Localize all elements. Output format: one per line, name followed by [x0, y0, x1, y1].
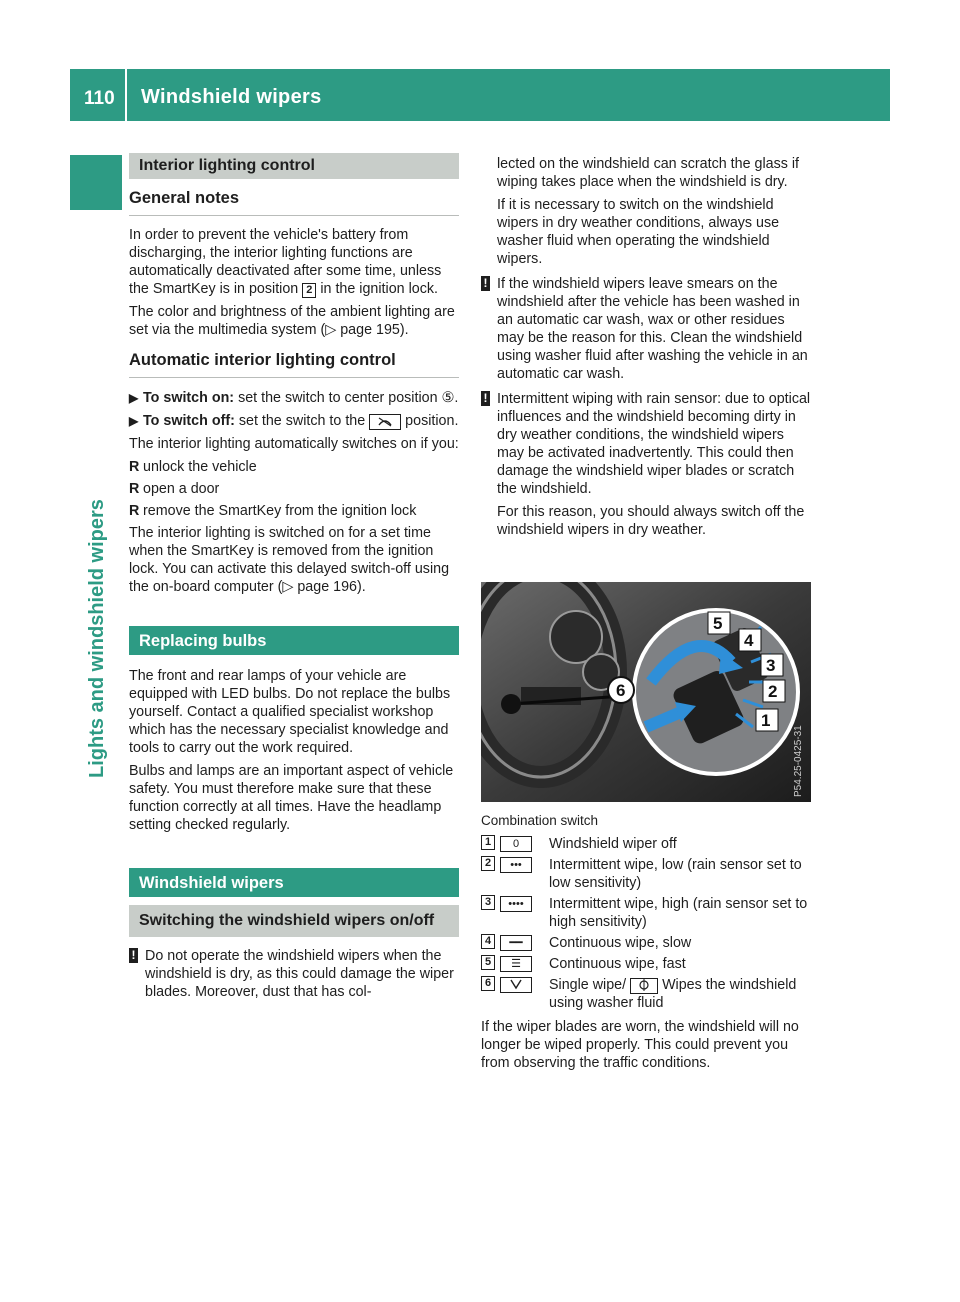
auto-intro: The interior lighting automatically switches on if you:: [129, 436, 459, 452]
intermittent-high-icon: ••••: [500, 896, 532, 912]
warning-icon: !: [129, 948, 138, 963]
legend-text: Continuous wipe, slow: [549, 935, 692, 951]
warning-note-rain-sensor: [481, 390, 811, 498]
page-number: 110: [84, 88, 115, 109]
legend-text: Continuous wipe, fast: [549, 956, 686, 972]
chapter-tab: [70, 155, 122, 210]
legend-text: Intermittent wipe, high (rain sensor set to high sensitivity): [549, 896, 808, 930]
legend-text: Single wipe/: [549, 977, 627, 993]
bullet-text: open a door: [143, 481, 220, 497]
legend-num: 5: [481, 955, 495, 970]
step-arrow-icon: ▶: [129, 414, 139, 428]
step2-bold: To switch off:: [143, 413, 235, 429]
section-bar-interior-lighting: Interior lighting control: [129, 153, 459, 179]
washer-fluid-icon: [630, 978, 658, 994]
legend-item-1: [481, 835, 811, 853]
continued-paragraph-2: If it is necessary to switch on the windshield wipers in dry weather conditions, always use washer fluid when operating the windshield wipers.: [497, 197, 780, 267]
continuous-slow-icon: ━━: [500, 935, 532, 951]
callout-2: 2: [768, 682, 778, 701]
bullet-item: [129, 458, 459, 476]
step2-end: position.: [405, 413, 459, 429]
general-notes-paragraph-2: The color and brightness of the ambient lighting are set via the multimedia system (▷ page 195).: [129, 304, 455, 338]
position-key-badge: 2: [302, 283, 316, 298]
section-bar-windshield-wipers: Windshield wipers: [129, 868, 459, 897]
step-switch-off: [129, 412, 459, 430]
warning-icon: !: [481, 391, 490, 406]
callout-6: 6: [616, 681, 626, 700]
section-bar-replacing-bulbs: Replacing bulbs: [129, 626, 459, 655]
step-arrow-icon: ▶: [129, 391, 139, 405]
legend-item-2: [481, 856, 811, 892]
bullet-icon: R: [129, 459, 140, 475]
heading-general-notes: General notes: [129, 189, 459, 216]
wiper-off-icon: 0: [500, 836, 532, 852]
bullet-text: unlock the vehicle: [143, 459, 257, 475]
general-notes-paragraph-1: [129, 226, 459, 298]
note2-text: If the windshield wipers leave smears on the windshield after the vehicle has been washed in an automatic car wash, wax or other residues may be the reason for this. Clean the windshield using washer fluid after washing the vehicle in an automatic car wash.: [497, 276, 808, 382]
general-p1-end: in the ignition lock.: [320, 281, 438, 297]
intermittent-low-icon: •••: [500, 857, 532, 873]
heading-automatic-lighting: Automatic interior lighting control: [129, 351, 459, 378]
step2-text: set the switch to the: [238, 413, 366, 429]
legend-item-4: [481, 934, 811, 952]
warning-note-smears: [481, 275, 811, 383]
note3-text: Intermittent wiping with rain sensor: due to optical influences and the windshield becoming dirty in dry weather conditions, the windshield wipers may be activated inadvertently. This could then damage the windshield wiper blades or scratch the windshield.: [497, 391, 811, 497]
photo-caption: Combination switch: [481, 813, 599, 828]
step-switch-on: [129, 389, 459, 407]
step1-bold: To switch on:: [143, 390, 235, 406]
callout-3: 3: [766, 656, 776, 675]
legend-block: [481, 812, 811, 1077]
final-paragraph: If the wiper blades are worn, the windshield will no longer be wiped properly. This could prevent you from observing the traffic conditions.: [481, 1019, 799, 1071]
legend-num: 4: [481, 934, 495, 949]
header-divider: [125, 69, 127, 121]
legend-num: 6: [481, 976, 495, 991]
bullet-icon: R: [129, 503, 140, 519]
legend-text: Intermittent wipe, low (rain sensor set to low sensitivity): [549, 857, 802, 891]
single-wipe-icon: [500, 977, 532, 993]
callout-4: 4: [744, 631, 754, 650]
section-bar-switching-wipers: Switching the windshield wipers on/off: [129, 905, 459, 937]
bullet-icon: R: [129, 481, 140, 497]
callout-1: 1: [761, 711, 771, 730]
auto-paragraph-2: The interior lighting is switched on for a set time when the SmartKey is removed from the ignition lock. You can activate this delayed switch-off using the on-board computer (▷ page 196).: [129, 525, 450, 595]
continued-paragraph-1: lected on the windshield can scratch the glass if wiping takes place when the windshield is dry.: [497, 156, 799, 190]
bullet-text: remove the SmartKey from the ignition lock: [143, 503, 417, 519]
bullet-item: [129, 502, 459, 520]
right-column: [481, 155, 811, 544]
legend-num: 1: [481, 835, 495, 850]
chapter-label: Lights and windshield wipers: [86, 499, 108, 778]
step1-text: set the switch to center position ⑤.: [238, 390, 459, 406]
replacing-paragraph-1: The front and rear lamps of your vehicle are equipped with LED bulbs. Do not replace the bulbs yourself. Contact a qualified specialist workshop which has the necessary specialist knowledge and tools to carry out the work required.: [129, 668, 451, 756]
note1-text: Do not operate the windshield wipers when the windshield is dry, as this could damage the wiper blades. Moreover, dust that has col-: [145, 948, 454, 1000]
photo-code: P54.25-0425-31: [793, 725, 804, 797]
legend-text: Windshield wiper off: [549, 836, 677, 852]
continuous-fast-icon: ☰: [500, 956, 532, 972]
legend-item-6: [481, 976, 811, 1012]
warning-icon: !: [481, 276, 490, 291]
general-p1-text: In order to prevent the vehicle's battery from discharging, the interior lighting functions are automatically deactivated after some time, unless the SmartKey is in position: [129, 227, 442, 297]
warning-note-dry: [129, 947, 459, 1001]
interior-light-off-icon: [369, 414, 401, 430]
page-title: Windshield wipers: [141, 86, 322, 108]
left-column: [129, 153, 459, 1006]
legend-num: 2: [481, 856, 495, 871]
rain-sensor-paragraph-2: For this reason, you should always switch off the windshield wipers in dry weather.: [497, 504, 805, 538]
bullet-item: [129, 480, 459, 498]
callout-5: 5: [713, 614, 723, 633]
legend-text-2: Wipes the windshield using washer fluid: [549, 977, 797, 1011]
combination-switch-photo: [481, 582, 811, 802]
legend-item-3: [481, 895, 811, 931]
legend-item-5: [481, 955, 811, 973]
legend-num: 3: [481, 895, 495, 910]
replacing-paragraph-2: Bulbs and lamps are an important aspect of vehicle safety. You must therefore make sure that these function correctly at all times. Have the headlamp setting checked regularly.: [129, 763, 454, 833]
